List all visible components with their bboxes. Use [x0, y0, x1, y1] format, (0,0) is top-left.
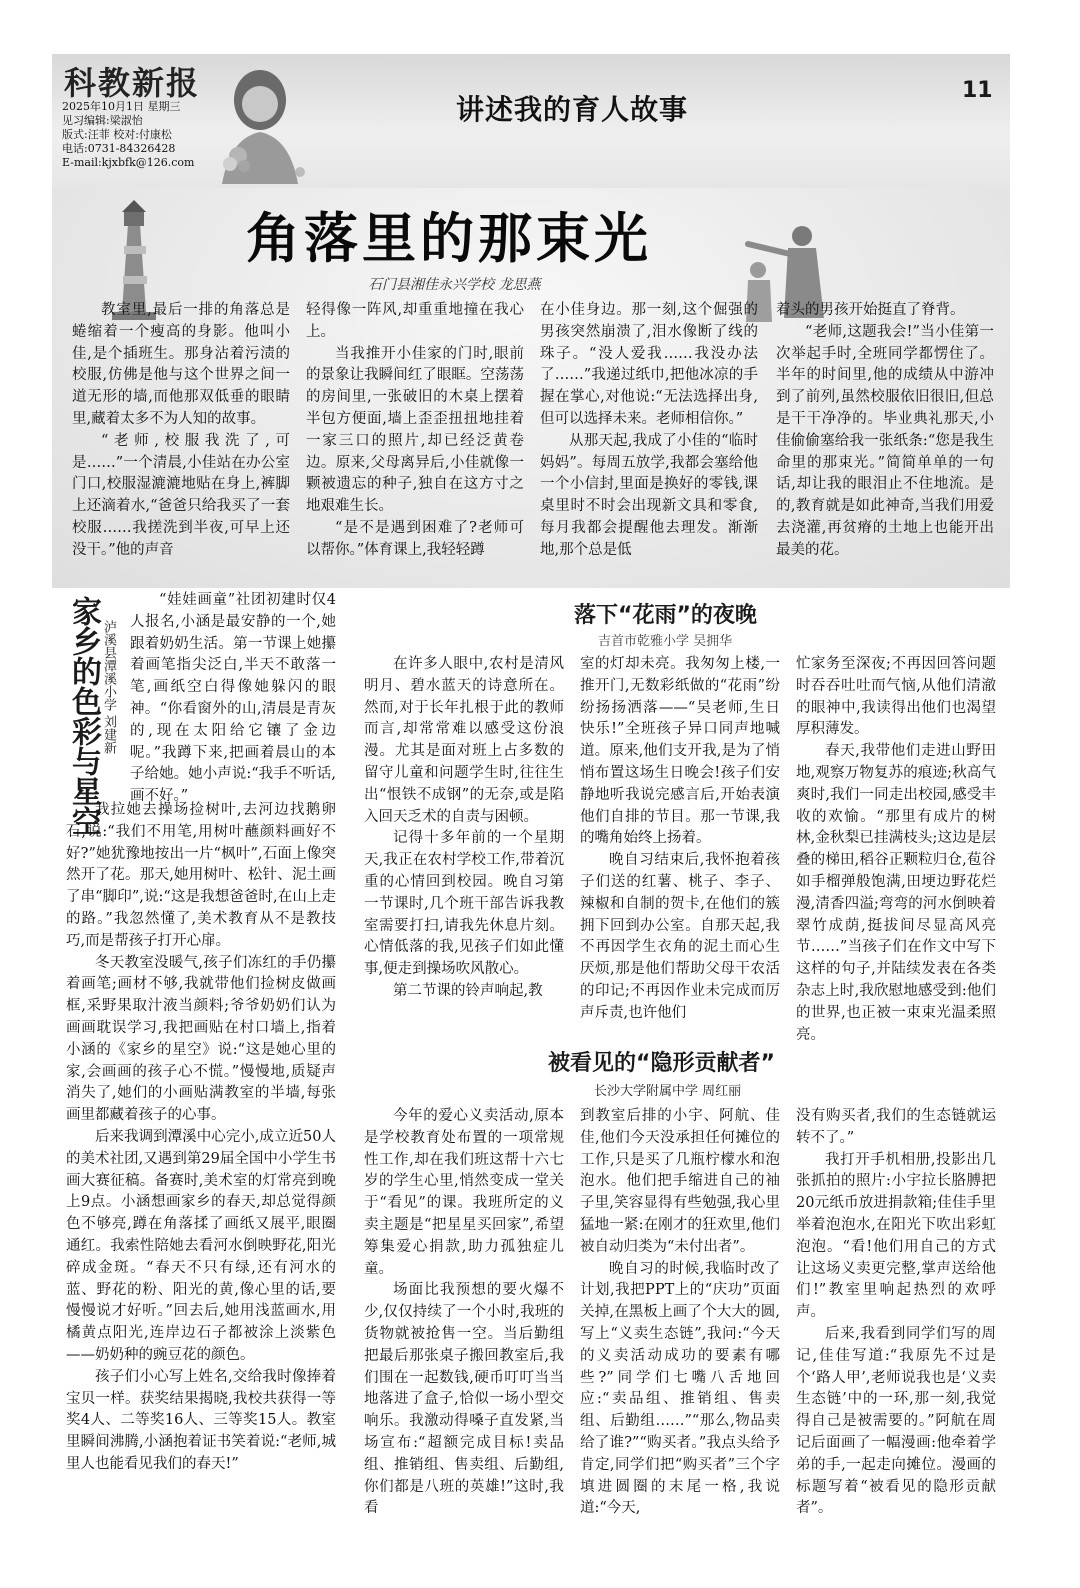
email: E-mail:kjxbfk@126.com: [62, 156, 195, 169]
paragraph: 在小佳身边。那一刻,这个倔强的男孩突然崩溃了,泪水像断了线的珠子。“没人爱我……我没办法了……”我递过纸巾,把他冰凉的手握在掌心,对他说:“无法选择出身,但可以选择未来。老师相信你。”: [540, 302, 758, 427]
article1-column-2: [306, 300, 524, 562]
phone: 电话:0731-84326428: [62, 142, 176, 155]
paragraph: “是不是遇到困难了?老师可以帮你。”体育课上,我轻轻蹲: [306, 519, 524, 558]
article2-column-body: [66, 800, 336, 1476]
date-line: 2025年10月1日 星期三: [62, 100, 181, 113]
article4-column-3: [796, 1106, 996, 1520]
article1-byline: 石门县湘佳永兴学校 龙思燕: [368, 277, 541, 293]
paragraph: 春天,我带他们走进山野田地,观察万物复苏的痕迹;秋高气爽时,我们一同走出校园,感受丰收的欢愉。“那里有成片的树林,金秋梨已挂满枝头;这边是层叠的梯田,稻谷正颗粒归仓,苞谷如手榴弹般饱满,田埂边野花烂漫,清香四溢;弯弯的河水倒映着翠竹成荫,挺拔间尽显高风亮节……”当孩子们在作文中写下这样的句子,并陆续发表在各类杂志上时,我欣慰地感受到:他们的世界,也正被一束束光温柔照亮。: [796, 743, 996, 1043]
article1-column-4: [776, 300, 994, 562]
paragraph: 从那天起,我成了小佳的“临时妈妈”。每周五放学,我都会塞给他一个小信封,里面是换好的零钱,课桌里时不时会出现新文具和零食,每月我都会提醒他去理发。渐渐地,那个总是低: [540, 432, 758, 558]
masthead: 科教新报: [64, 64, 201, 102]
article2-column-top: [130, 590, 336, 808]
paragraph: 忙家务至深夜;不再因回答问题时吞吞吐吐而气恼,从他们清澈的眼神中,我读得出他们也渴望厚积薄发。: [796, 656, 996, 738]
teacher-portrait-illustration: [200, 60, 320, 184]
paragraph: 后来我调到潭溪中心完小,成立近50人的美术社团,又遇到第29届全国中小学生书画大赛征稿。备赛时,美术室的灯常亮到晚上9点。小涵想画家乡的春天,却总觉得颜色不够亮,蹲在角落揉了画纸又展平,眼圈通红。我索性陪她去看河水倒映野花,阳光碎成金斑。“春天不只有绿,还有河水的蓝、野花的粉、阳光的黄,像心里的话,要慢慢说才好听。”回去后,她用浅蓝画水,用橘黄点阳光,连岸边石子都被涂上淡紫色——奶奶种的豌豆花的颜色。: [66, 1128, 336, 1363]
paragraph: “老师,校服我洗了,可是……”一个清晨,小佳站在办公室门口,校服湿漉漉地贴在身上,裤脚上还滴着水,“爸爸只给我买了一套校服……我搓洗到半夜,可早上还没干。”他的声音: [72, 432, 290, 558]
article3-column-1: [364, 654, 564, 1003]
article2-title: 家乡的色彩与星空: [66, 596, 101, 836]
paragraph: 我拉她去操场捡树叶,去河边找鹅卵石,说:“我们不用笔,用树叶蘸颜料画好不好?”她犹豫地按出一片“枫叶”,石面上像突然开了花。那天,她用树叶、松针、泥土画了串“脚印”,说:“这是我想爸爸时,在山上走的路。”我忽然懂了,美术教育从不是教技巧,而是帮孩子打开心扉。: [66, 802, 336, 949]
paragraph: 晚自习的时候,我临时改了计划,我把PPT上的“庆功”页面关掉,在黑板上画了个大大的圆,写上“义卖生态链”,我问:“今天的义卖活动成功的要素有哪些?”同学们七嘴八舌地回应:“卖品组、推销组、售卖组、后勤组……”“那么,物品卖给了谁?”“购买者。”我点头给予肯定,同学们把“购买者”三个字填进圆圈的末尾一格,我说道:“今天,: [580, 1260, 780, 1517]
article1-column-1: [72, 300, 290, 562]
article1-title: 角落里的那束光: [246, 207, 652, 270]
article4-column-2: [580, 1106, 780, 1520]
paragraph: 我打开手机相册,投影出几张抓拍的照片:小宇拉长胳膊把20元纸币放进捐款箱;佳佳手里举着泡泡水,在阳光下吹出彩虹泡泡。“看!他们用自己的方式让这场义卖更完整,掌声送给他们!”教室里响起热烈的欢呼声。: [796, 1151, 996, 1321]
paragraph: 着头的男孩开始挺直了脊背。: [776, 302, 965, 318]
paragraph: 轻得像一阵风,却重重地撞在我心上。: [306, 302, 524, 340]
paragraph: 后来,我看到同学们写的周记,佳佳写道:“我原先不过是个‘路人甲’,老师说我也是‘义卖生态链’中的一环,那一刻,我觉得自己是被需要的。”阿航在周记后面画了一幅漫画:他牵着学弟的手,一起走向摊位。漫画的标题写着“被看见的隐形贡献者”。: [796, 1325, 996, 1517]
paragraph: 第二节课的铃声响起,教: [393, 982, 543, 999]
article3-title: 落下“花雨”的夜晚: [574, 603, 757, 628]
paragraph: 在许多人眼中,农村是清风明月、碧水蓝天的诗意所在。然而,对于长年扎根于此的教师而言,却常常难以感受这份浪漫。尤其是面对班上占多数的留守儿童和问题学生时,往往生出“恨铁不成钢”的无奈,或是陷入回天乏术的自责与困顿。: [364, 656, 564, 825]
article4-title: 被看见的“隐形贡献者”: [548, 1051, 775, 1076]
paragraph: 孩子们小心写上姓名,交给我时像捧着宝贝一样。获奖结果揭晓,我校共获得一等奖4人、二等奖16人、三等奖15人。教室里瞬间沸腾,小涵抱着证书笑着说:“老师,城里人也能看见我们的春天!”: [66, 1368, 336, 1472]
paragraph: 晚自习结束后,我怀抱着孩子们送的红薯、桃子、李子、辣椒和自制的贺卡,在他们的簇拥下回到办公室。自那天起,我不再因学生衣角的泥土而心生厌烦,那是他们帮助父母干农活的印记;不再因作业未完成而厉声斥责,也许他们: [580, 852, 780, 1021]
paragraph: 到教室后排的小宇、阿航、佳佳,他们今天没承担任何摊位的工作,只是买了几瓶柠檬水和泡泡水。他们把手缩进自己的袖子里,笑容显得有些勉强,我心里猛地一紧:在刚才的狂欢里,他们被自动归类为“未付出者”。: [580, 1108, 780, 1255]
article4-byline: 长沙大学附属中学 周红丽: [594, 1084, 742, 1099]
article2-byline: 泸溪县潭溪小学 刘建新: [101, 620, 116, 755]
article3-column-3: [796, 654, 996, 1046]
paragraph: “娃娃画童”社团初建时仅4人报名,小涵是最安静的一个,她跟着奶奶生活。第一节课上她攥着画笔指尖泛白,半天不敢落一笔,画纸空白得像她躲闪的眼神。“你看窗外的山,清晨是青灰的,现在太阳给它镶了金边呢。”我蹲下来,把画着晨山的本子给她。她小声说:“我手不听话,画不好。”: [130, 592, 336, 805]
article1-column-3: [540, 300, 758, 562]
article4-column-1: [364, 1106, 564, 1520]
paragraph: 教室里,最后一排的角落总是蜷缩着一个瘦高的身影。他叫小佳,是个插班生。那身沾着污渍的校服,仿佛是他与这个世界之间一道无形的墙,而他那双低垂的眼睛里,藏着太多不为人知的故事。: [72, 302, 290, 427]
paragraph: 冬天教室没暖气,孩子们冻红的手仍攥着画笔;画材不够,我就带他们捡树皮做画框,采野果取汁液当颜料;爷爷奶奶们认为画画耽误学习,我把画贴在村口墙上,指着小涵的《家乡的星空》说:“这是她心里的家,会画画的孩子心不慌。”慢慢地,质疑声消失了,她们的小画贴满教室的半墙,每张画里都藏着孩子的心事。: [66, 954, 336, 1124]
publication-meta: [62, 100, 194, 170]
paragraph: 当我推开小佳家的门时,眼前的景象让我瞬间红了眼眶。空荡荡的房间里,一张破旧的木桌上摆着半包方便面,墙上歪歪扭扭地挂着一家三口的照片,却已经泛黄卷边。原来,父母离异后,小佳就像一颗被遗忘的种子,独自在这方寸之地艰难生长。: [306, 345, 524, 515]
article3-byline: 吉首市乾雅小学 吴拥华: [598, 634, 733, 649]
paragraph: 场面比我预想的要火爆不少,仅仅持续了一个小时,我班的货物就被抢售一空。当后勤组把最后那张桌子搬回教室后,我们围在一起数钱,硬币叮叮当当地落进了盒子,恰似一场小型交响乐。我激动得嗓子直发紧,当场宣布:“超额完成目标!卖品组、推销组、售卖组、后勤组,你们都是八班的英雄!”这时,我看: [364, 1282, 564, 1517]
paragraph: 今年的爱心义卖活动,原本是学校教育处布置的一项常规性工作,却在我们班这帮十六七岁的学生心里,悄然变成一堂关于“看见”的课。我班所定的义卖主题是“把星星买回家”,希望筹集爱心捐款,助力孤独症儿童。: [364, 1108, 564, 1277]
article3-column-2: [580, 654, 780, 1025]
paragraph: 没有购买者,我们的生态链就运转不了。”: [796, 1108, 996, 1146]
paragraph: 记得十多年前的一个星期天,我正在农村学校工作,带着沉重的心情回到校园。晚自习第一节课时,几个班干部告诉我教室需要打扫,请我先休息片刻。心情低落的我,见孩子们如此懂事,便走到操场吹风散心。: [364, 830, 564, 978]
paragraph: 室的灯却未亮。我匆匆上楼,一推开门,无数彩纸做的“花雨”纷纷扬扬洒落——“吴老师,生日快乐!”全班孩子异口同声地喊道。原来,他们支开我,是为了悄悄布置这场生日晚会!孩子们安静地听我说完感言后,开始表演他们自排的节目。那一节课,我的嘴角始终上扬着。: [580, 656, 780, 847]
section-title: 讲述我的育人故事: [456, 93, 689, 126]
page-number: 11: [962, 78, 993, 103]
paragraph: “老师,这题我会!”当小佳第一次举起手时,全班同学都愣住了。半年的时间里,他的成绩从中游冲到了前列,虽然校服依旧很旧,但总是干干净净的。毕业典礼那天,小佳偷偷塞给我一张纸条:“您是我生命里的那束光。”简简单单的一句话,却让我的眼泪止不住地流。是的,教育就是如此神奇,当我们用爱去浇灌,再贫瘠的土地上也能开出最美的花。: [776, 323, 994, 558]
intern-editor: 见习编辑:梁淑怡: [62, 114, 143, 127]
layout-proof: 版式:汪菲 校对:付康松: [62, 128, 172, 141]
